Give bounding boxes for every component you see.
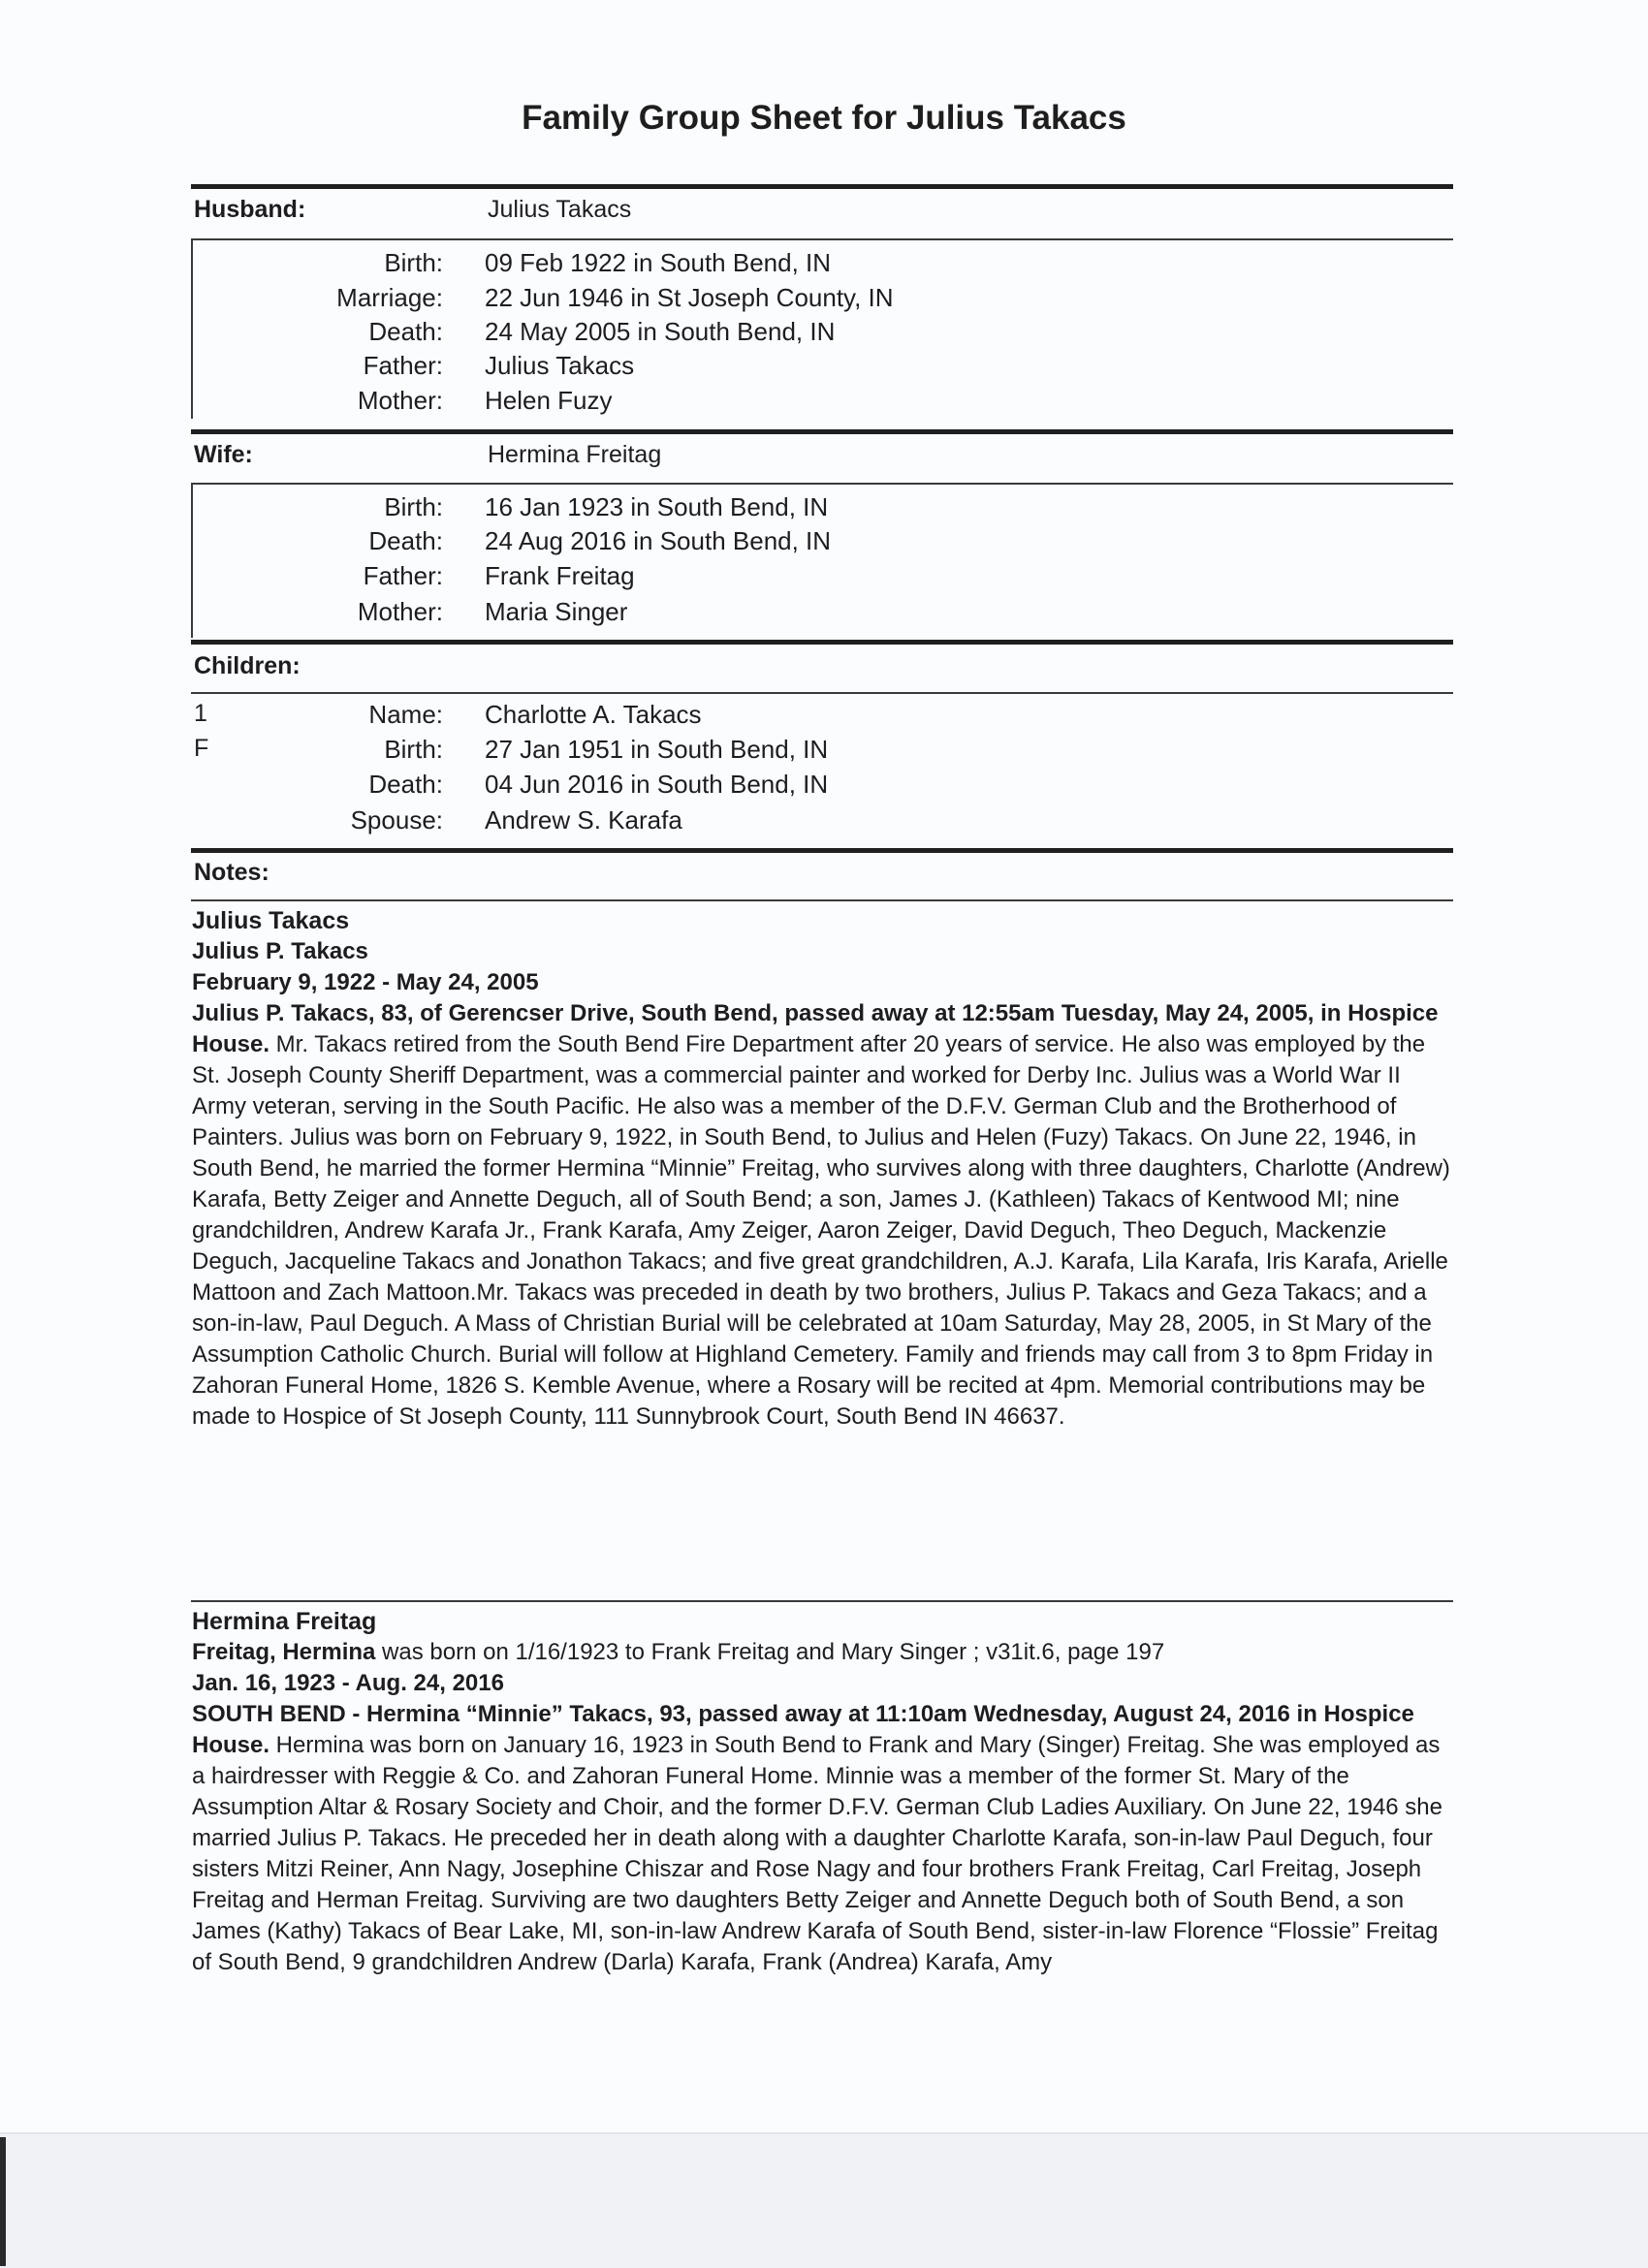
fact-label: Mother:: [357, 386, 443, 415]
hermina-note: [192, 1606, 1457, 1978]
fact-value: 22 Jun 1946 in St Joseph County, IN: [485, 283, 894, 312]
fact-label: Father:: [363, 351, 443, 380]
husband-top-rule: [191, 184, 1453, 189]
fact-label: Death:: [368, 317, 443, 346]
fact-value: Helen Fuzy: [485, 386, 613, 415]
notes-top-rule: [191, 848, 1453, 853]
fact-label: Mother:: [357, 597, 443, 626]
husband-marriage-row: [191, 283, 1451, 318]
julius-note-subheading: Julius P. Takacs: [192, 938, 368, 964]
wife-death-row: [191, 526, 1451, 561]
fact-value: 27 Jan 1951 in South Bend, IN: [485, 735, 829, 764]
wife-birth-row: [191, 492, 1451, 527]
hermina-obituary-body: Hermina was born on January 16, 1923 in South Bend to Frank and Mary (Singer) Freitag. She was employed as a hairdresser with Reggie & Co. and Zahoran Funeral Home. Minnie was a member of the former St. Mary of the Assumption Altar & Rosary Society and Choir, and the former D.F.V. German Club Ladies Auxiliary. On June 22, 1946 she married Julius P. Takacs. He preceded her in death along with a daughter Charlotte Karafa, son-in-law Paul Deguch, four sisters Mitzi Reiner, Ann Nagy, Josephine Chiszar and Rose Nagy and four brothers Frank Freitag, Carl Freitag, Joseph Freitag and Herman Freitag. Surviving are two daughters Betty Zeiger and Annette Deguch both of South Bend, a son James (Kathy) Takacs of Bear Lake, MI, son-in-law Andrew Karafa of South Bend, sister-in-law Florence “Flossie” Freitag of South Bend, 9 grandchildren Andrew (Darla) Karafa, Frank (Andrea) Karafa, Amy: [192, 1732, 1442, 1975]
julius-obituary-body: Mr. Takacs retired from the South Bend Fire Department after 20 years of service. He also was employed by the St. Joseph County Sheriff Department, was a commercial painter and worked for Derby Inc. Julius was a World War II Army veteran, serving in the South Pacific. He also was a member of the D.F.V. German Club and the Brotherhood of Painters. Julius was born on February 9, 1922, in South Bend, to Julius and Helen (Fuzy) Takacs. On June 22, 1946, in South Bend, he married the former Hermina “Minnie” Freitag, who survives along with three daughters, Charlotte (Andrew) Karafa, Betty Zeiger and Annette Deguch, all of South Bend; a son, James J. (Kathleen) Takacs of Kentwood MI; nine grandchildren, Andrew Karafa Jr., Frank Karafa, Amy Zeiger, Aaron Zeiger, David Deguch, Theo Deguch, Mackenzie Deguch, Jacqueline Takacs and Jonathon Takacs; and five great grandchildren, A.J. Karafa, Lila Karafa, Iris Karafa, Arielle Mattoon and Zach Mattoon.Mr. Takacs was preceded in death by two brothers, Julius P. Takacs and Geza Takacs; and a son-in-law, Paul Deguch. A Mass of Christian Burial will be celebrated at 10am Saturday, May 28, 2005, in St Mary of the Assumption Catholic Church. Burial will follow at Highland Cemetery. Family and friends may call from 3 to 8pm Friday in Zahoran Funeral Home, 1826 S. Kemble Avenue, where a Rosary will be recited at 4pm. Memorial contributions may be made to Hospice of St Joseph County, 111 Sunnybrook Court, South Bend IN 46637.: [192, 1031, 1450, 1430]
fact-label: Birth:: [384, 492, 443, 521]
husband-name: Julius Takacs: [488, 196, 632, 223]
husband-death-row: [191, 317, 1451, 352]
children-label-rule: [191, 692, 1453, 694]
child-spouse-row: [191, 805, 1451, 840]
fact-label: Death:: [368, 526, 443, 555]
fact-label: Birth:: [384, 735, 443, 764]
fact-value: Frank Freitag: [485, 561, 635, 590]
children-label: Children:: [194, 652, 301, 679]
fact-value: 04 Jun 2016 in South Bend, IN: [485, 770, 829, 799]
notes-label: Notes:: [194, 859, 269, 886]
fact-value: 09 Feb 1922 in South Bend, IN: [485, 248, 832, 277]
child-name-row: [191, 700, 1451, 735]
husband-father-row: [191, 351, 1451, 386]
husband-birth-row: [191, 248, 1451, 283]
fact-value: Andrew S. Karafa: [485, 805, 682, 835]
child-sex: F: [194, 735, 209, 762]
julius-obituary-lead: Julius P. Takacs, 83, of Gerencser Drive, South Bend, passed away at 12:55am Tuesday, May 24, 2005, in Hospice House.: [192, 1000, 1439, 1057]
julius-note-dates: February 9, 1922 - May 24, 2005: [192, 969, 539, 995]
hermina-note-heading: Hermina Freitag: [192, 1608, 377, 1635]
fact-value: Maria Singer: [485, 597, 628, 626]
fact-label: Name:: [368, 700, 443, 729]
child-death-row: [191, 770, 1451, 804]
julius-obituary: [192, 998, 1457, 1433]
fact-value: 24 Aug 2016 in South Bend, IN: [485, 526, 832, 555]
scan-edge-shadow: [0, 2137, 6, 2266]
child-birth-row: [191, 735, 1451, 770]
hermina-note-line1-rest: was born on 1/16/1923 to Frank Freitag and Mary Singer ; v31it.6, page 197: [375, 1639, 1165, 1665]
notes-label-rule: [191, 899, 1453, 901]
husband-label: Husband:: [194, 196, 306, 223]
hermina-note-dates: Jan. 16, 1923 - Aug. 24, 2016: [192, 1670, 504, 1696]
julius-note-heading: Julius Takacs: [192, 907, 350, 934]
fact-label: Birth:: [384, 248, 443, 277]
wife-name-rule: [191, 483, 1453, 485]
page-title: Family Group Sheet for Julius Takacs: [522, 99, 1126, 137]
children-top-rule: [191, 640, 1453, 645]
hermina-note-line1: [192, 1637, 1457, 1668]
fact-label: Death:: [368, 770, 443, 799]
wife-mother-row: [191, 597, 1451, 632]
scanner-bed-strip: [0, 2132, 1648, 2268]
child-number: 1: [194, 700, 207, 727]
fact-label: Marriage:: [336, 283, 443, 312]
husband-name-rule: [191, 238, 1453, 240]
fact-value: Julius Takacs: [485, 351, 635, 380]
hermina-obituary: [192, 1699, 1457, 1978]
fact-label: Father:: [363, 561, 443, 590]
hermina-note-line1-lead: Freitag, Hermina: [192, 1639, 376, 1665]
fact-value: 24 May 2005 in South Bend, IN: [485, 317, 836, 346]
wife-name: Hermina Freitag: [488, 441, 662, 468]
wife-label: Wife:: [194, 441, 253, 468]
julius-note: [192, 905, 1457, 1433]
fact-value: Charlotte A. Takacs: [485, 700, 702, 729]
husband-mother-row: [191, 386, 1451, 421]
fact-label: Spouse:: [350, 805, 443, 835]
wife-father-row: [191, 561, 1451, 596]
wife-top-rule: [191, 429, 1453, 434]
fact-value: 16 Jan 1923 in South Bend, IN: [485, 492, 829, 521]
hermina-obituary-lead: SOUTH BEND - Hermina “Minnie” Takacs, 93, passed away at 11:10am Wednesday, August 24, 2016 in Hospice House.: [192, 1701, 1414, 1758]
hermina-separator-rule: [191, 1600, 1453, 1602]
